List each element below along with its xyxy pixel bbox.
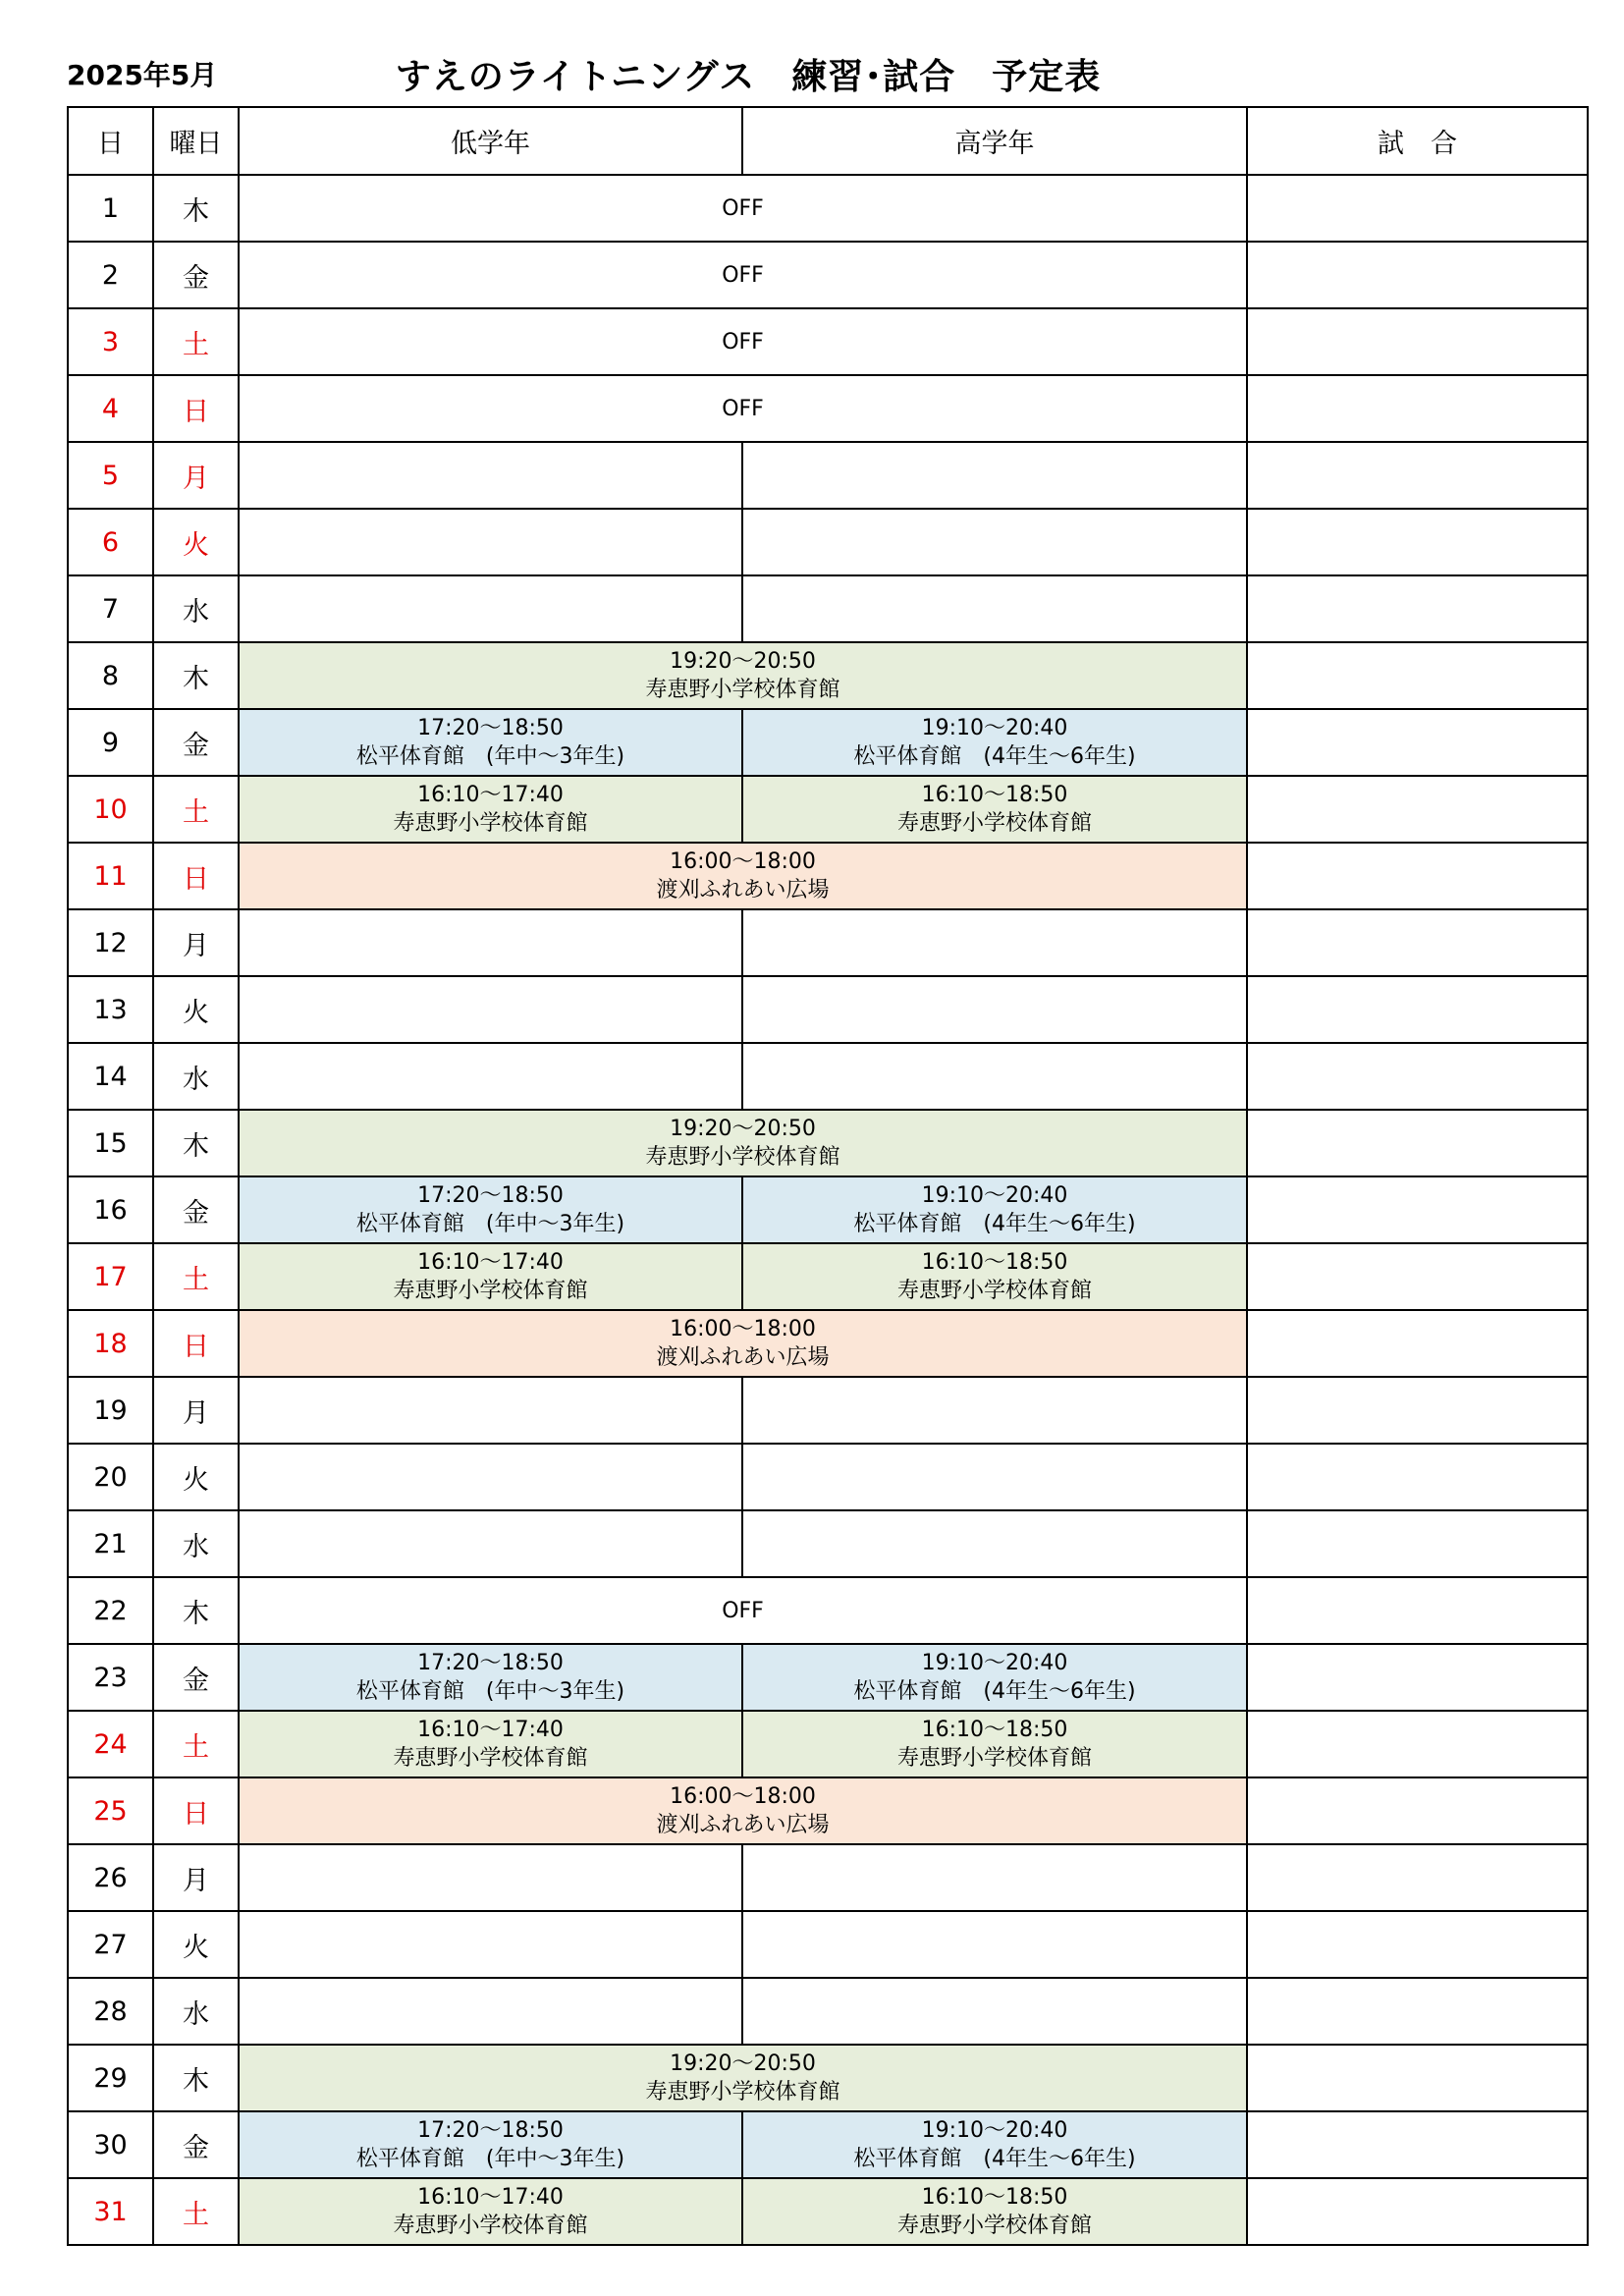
practice-cell-lower <box>239 976 742 1043</box>
weekday: 土 <box>153 2178 239 2245</box>
practice-lower-line: 松平体育館 (年中～3年生) <box>355 1212 625 1236</box>
table-row <box>68 1911 1588 1978</box>
weekday: 日 <box>153 843 239 909</box>
practice-upper-line: 19:10～20:40 <box>921 1651 1068 1675</box>
practice-cell-lower <box>239 1176 742 1243</box>
practice-lower-line: 16:10～17:40 <box>417 2185 564 2210</box>
match-cell <box>1247 308 1588 375</box>
practice-line: 16:00～18:00 <box>670 1317 816 1341</box>
practice-cell-upper <box>742 1978 1247 2045</box>
practice-cell-lower <box>239 1444 742 1510</box>
day-number: 13 <box>68 976 153 1043</box>
day-number: 20 <box>68 1444 153 1510</box>
match-cell <box>1247 2111 1588 2178</box>
practice-upper-line: 16:10～18:50 <box>921 783 1068 807</box>
practice-line: 寿恵野小学校体育館 <box>645 2080 840 2105</box>
day-number: 14 <box>68 1043 153 1110</box>
table-row <box>68 1577 1588 1644</box>
weekday: 木 <box>153 175 239 242</box>
day-number: 29 <box>68 2045 153 2111</box>
practice-cell-all <box>239 1110 1247 1176</box>
practice-upper-line: 19:10～20:40 <box>921 1183 1068 1208</box>
match-cell <box>1247 709 1588 776</box>
table-row <box>68 776 1588 843</box>
table-row <box>68 1243 1588 1310</box>
weekday: 土 <box>153 776 239 843</box>
table-row <box>68 1444 1588 1510</box>
weekday: 金 <box>153 1176 239 1243</box>
match-cell <box>1247 442 1588 509</box>
practice-upper-line: 松平体育館 (4年生～6年生) <box>853 1679 1136 1704</box>
practice-lower-line: 16:10～17:40 <box>417 1718 564 1742</box>
practice-cell-upper <box>742 1644 1247 1711</box>
day-number: 5 <box>68 442 153 509</box>
table-row <box>68 308 1588 375</box>
off-line: OFF <box>722 396 764 421</box>
off-line: OFF <box>722 262 764 288</box>
day-number: 24 <box>68 1711 153 1777</box>
practice-cell-lower <box>239 1377 742 1444</box>
weekday: 日 <box>153 1777 239 1844</box>
practice-cell-lower <box>239 1043 742 1110</box>
day-number: 4 <box>68 375 153 442</box>
match-cell <box>1247 1978 1588 2045</box>
practice-line: 寿恵野小学校体育館 <box>645 1145 840 1170</box>
practice-cell-upper <box>742 1176 1247 1243</box>
practice-cell-lower <box>239 709 742 776</box>
weekday: 日 <box>153 375 239 442</box>
practice-cell-upper <box>742 709 1247 776</box>
practice-lower-line: 寿恵野小学校体育館 <box>393 1746 588 1771</box>
practice-upper-line: 寿恵野小学校体育館 <box>896 2214 1092 2238</box>
table-row <box>68 575 1588 642</box>
weekday: 木 <box>153 642 239 709</box>
day-number: 2 <box>68 242 153 308</box>
day-number: 9 <box>68 709 153 776</box>
match-cell <box>1247 1644 1588 1711</box>
column-header-weekday: 曜日 <box>153 107 239 175</box>
practice-upper-line: 松平体育館 (4年生～6年生) <box>853 1212 1136 1236</box>
practice-lower-line: 松平体育館 (年中～3年生) <box>355 1679 625 1704</box>
match-cell <box>1247 1711 1588 1777</box>
match-cell <box>1247 1310 1588 1377</box>
practice-line: 渡刈ふれあい広場 <box>656 1813 830 1837</box>
match-cell <box>1247 509 1588 575</box>
column-header-lower-grade: 低学年 <box>239 107 742 175</box>
practice-cell-upper <box>742 1377 1247 1444</box>
practice-upper-line: 寿恵野小学校体育館 <box>896 811 1092 836</box>
day-number: 25 <box>68 1777 153 1844</box>
table-row <box>68 843 1588 909</box>
off-line: OFF <box>722 329 764 355</box>
match-cell <box>1247 1510 1588 1577</box>
match-cell <box>1247 1911 1588 1978</box>
off-cell <box>239 242 1247 308</box>
match-cell <box>1247 1777 1588 1844</box>
practice-upper-line: 16:10～18:50 <box>921 1250 1068 1275</box>
match-cell <box>1247 375 1588 442</box>
match-cell <box>1247 2045 1588 2111</box>
day-number: 30 <box>68 2111 153 2178</box>
practice-cell-lower <box>239 2178 742 2245</box>
match-cell <box>1247 242 1588 308</box>
practice-cell-lower <box>239 1911 742 1978</box>
table-row <box>68 442 1588 509</box>
table-row <box>68 1176 1588 1243</box>
match-cell <box>1247 976 1588 1043</box>
weekday: 月 <box>153 1377 239 1444</box>
weekday: 金 <box>153 1644 239 1711</box>
weekday: 火 <box>153 1444 239 1510</box>
table-row <box>68 642 1588 709</box>
weekday: 金 <box>153 709 239 776</box>
table-row <box>68 909 1588 976</box>
practice-cell-lower <box>239 509 742 575</box>
day-number: 21 <box>68 1510 153 1577</box>
day-number: 1 <box>68 175 153 242</box>
practice-cell-all <box>239 843 1247 909</box>
practice-lower-line: 寿恵野小学校体育館 <box>393 1279 588 1303</box>
practice-cell-upper <box>742 1243 1247 1310</box>
practice-line: 16:00～18:00 <box>670 849 816 874</box>
day-number: 12 <box>68 909 153 976</box>
practice-upper-line: 16:10～18:50 <box>921 1718 1068 1742</box>
day-number: 22 <box>68 1577 153 1644</box>
practice-cell-all <box>239 642 1247 709</box>
practice-cell-all <box>239 2045 1247 2111</box>
practice-cell-upper <box>742 976 1247 1043</box>
practice-line: 16:00～18:00 <box>670 1784 816 1809</box>
table-row <box>68 1043 1588 1110</box>
practice-lower-line: 17:20～18:50 <box>417 1183 564 1208</box>
day-number: 6 <box>68 509 153 575</box>
weekday: 月 <box>153 909 239 976</box>
practice-line: 19:20～20:50 <box>670 649 816 674</box>
table-row <box>68 2178 1588 2245</box>
practice-line: 渡刈ふれあい広場 <box>656 878 830 902</box>
practice-lower-line: 16:10～17:40 <box>417 783 564 807</box>
practice-cell-upper <box>742 442 1247 509</box>
practice-cell-upper <box>742 1844 1247 1911</box>
practice-cell-upper <box>742 1444 1247 1510</box>
day-number: 11 <box>68 843 153 909</box>
practice-cell-lower <box>239 1644 742 1711</box>
table-row <box>68 1978 1588 2045</box>
day-number: 10 <box>68 776 153 843</box>
match-cell <box>1247 575 1588 642</box>
table-row <box>68 1777 1588 1844</box>
schedule-body <box>68 175 1588 2245</box>
off-cell <box>239 308 1247 375</box>
day-number: 18 <box>68 1310 153 1377</box>
off-cell <box>239 375 1247 442</box>
practice-cell-lower <box>239 442 742 509</box>
header-row <box>68 107 1588 175</box>
schedule-table <box>67 106 1589 2246</box>
off-cell <box>239 1577 1247 1644</box>
practice-cell-upper <box>742 2178 1247 2245</box>
practice-upper-line: 寿恵野小学校体育館 <box>896 1746 1092 1771</box>
page-title: すえのライトニングス 練習･試合 予定表 <box>395 57 1102 97</box>
practice-upper-line: 16:10～18:50 <box>921 2185 1068 2210</box>
practice-upper-line: 19:10～20:40 <box>921 716 1068 740</box>
month-label: 2025年5月 <box>67 59 218 91</box>
match-cell <box>1247 1377 1588 1444</box>
match-cell <box>1247 776 1588 843</box>
match-cell <box>1247 1444 1588 1510</box>
match-cell <box>1247 175 1588 242</box>
match-cell <box>1247 1577 1588 1644</box>
practice-lower-line: 17:20～18:50 <box>417 1651 564 1675</box>
weekday: 木 <box>153 1110 239 1176</box>
practice-cell-lower <box>239 1978 742 2045</box>
practice-lower-line: 寿恵野小学校体育館 <box>393 2214 588 2238</box>
practice-cell-upper <box>742 1043 1247 1110</box>
weekday: 土 <box>153 1711 239 1777</box>
table-row <box>68 1110 1588 1176</box>
practice-cell-all <box>239 1310 1247 1377</box>
match-cell <box>1247 843 1588 909</box>
weekday: 月 <box>153 442 239 509</box>
weekday: 火 <box>153 976 239 1043</box>
practice-upper-line: 寿恵野小学校体育館 <box>896 1279 1092 1303</box>
weekday: 火 <box>153 509 239 575</box>
day-number: 8 <box>68 642 153 709</box>
practice-upper-line: 19:10～20:40 <box>921 2118 1068 2143</box>
off-line: OFF <box>722 1598 764 1623</box>
table-row <box>68 175 1588 242</box>
practice-lower-line: 16:10～17:40 <box>417 1250 564 1275</box>
weekday: 火 <box>153 1911 239 1978</box>
practice-upper-line: 松平体育館 (4年生～6年生) <box>853 744 1136 769</box>
weekday: 水 <box>153 1510 239 1577</box>
table-row <box>68 1844 1588 1911</box>
match-cell <box>1247 1043 1588 1110</box>
match-cell <box>1247 642 1588 709</box>
match-cell <box>1247 1844 1588 1911</box>
weekday: 金 <box>153 242 239 308</box>
practice-cell-upper <box>742 2111 1247 2178</box>
weekday: 水 <box>153 1978 239 2045</box>
practice-lower-line: 寿恵野小学校体育館 <box>393 811 588 836</box>
practice-cell-upper <box>742 1711 1247 1777</box>
practice-cell-lower <box>239 1844 742 1911</box>
weekday: 木 <box>153 1577 239 1644</box>
practice-line: 寿恵野小学校体育館 <box>645 678 840 702</box>
day-number: 7 <box>68 575 153 642</box>
match-cell <box>1247 2178 1588 2245</box>
practice-line: 渡刈ふれあい広場 <box>656 1345 830 1370</box>
weekday: 金 <box>153 2111 239 2178</box>
weekday: 水 <box>153 1043 239 1110</box>
weekday: 木 <box>153 2045 239 2111</box>
practice-lower-line: 松平体育館 (年中～3年生) <box>355 744 625 769</box>
weekday: 月 <box>153 1844 239 1911</box>
practice-cell-lower <box>239 776 742 843</box>
table-row <box>68 1644 1588 1711</box>
weekday: 土 <box>153 1243 239 1310</box>
column-header-match: 試 合 <box>1247 107 1588 175</box>
practice-cell-lower <box>239 909 742 976</box>
practice-line: 19:20～20:50 <box>670 2051 816 2076</box>
practice-lower-line: 17:20～18:50 <box>417 2118 564 2143</box>
column-header-upper-grade: 高学年 <box>742 107 1247 175</box>
practice-cell-lower <box>239 575 742 642</box>
practice-cell-upper <box>742 1911 1247 1978</box>
match-cell <box>1247 1110 1588 1176</box>
table-row <box>68 976 1588 1043</box>
day-number: 26 <box>68 1844 153 1911</box>
practice-cell-upper <box>742 509 1247 575</box>
practice-cell-upper <box>742 909 1247 976</box>
practice-lower-line: 松平体育館 (年中～3年生) <box>355 2147 625 2171</box>
weekday: 水 <box>153 575 239 642</box>
day-number: 3 <box>68 308 153 375</box>
weekday: 日 <box>153 1310 239 1377</box>
match-cell <box>1247 1176 1588 1243</box>
off-line: OFF <box>722 195 764 221</box>
table-row <box>68 242 1588 308</box>
match-cell <box>1247 909 1588 976</box>
practice-upper-line: 松平体育館 (4年生～6年生) <box>853 2147 1136 2171</box>
off-cell <box>239 175 1247 242</box>
day-number: 19 <box>68 1377 153 1444</box>
column-header-day: 日 <box>68 107 153 175</box>
table-row <box>68 1310 1588 1377</box>
day-number: 27 <box>68 1911 153 1978</box>
practice-lower-line: 17:20～18:50 <box>417 716 564 740</box>
practice-cell-lower <box>239 2111 742 2178</box>
match-cell <box>1247 1243 1588 1310</box>
day-number: 16 <box>68 1176 153 1243</box>
practice-cell-all <box>239 1777 1247 1844</box>
practice-cell-lower <box>239 1711 742 1777</box>
day-number: 31 <box>68 2178 153 2245</box>
table-row <box>68 509 1588 575</box>
day-number: 17 <box>68 1243 153 1310</box>
practice-cell-upper <box>742 776 1247 843</box>
practice-cell-upper <box>742 1510 1247 1577</box>
table-row <box>68 1711 1588 1777</box>
weekday: 土 <box>153 308 239 375</box>
day-number: 15 <box>68 1110 153 1176</box>
table-row <box>68 2045 1588 2111</box>
table-row <box>68 1377 1588 1444</box>
practice-cell-lower <box>239 1243 742 1310</box>
practice-cell-upper <box>742 575 1247 642</box>
day-number: 23 <box>68 1644 153 1711</box>
practice-cell-lower <box>239 1510 742 1577</box>
table-row <box>68 709 1588 776</box>
table-row <box>68 2111 1588 2178</box>
day-number: 28 <box>68 1978 153 2045</box>
practice-line: 19:20～20:50 <box>670 1117 816 1141</box>
table-row <box>68 1510 1588 1577</box>
table-row <box>68 375 1588 442</box>
